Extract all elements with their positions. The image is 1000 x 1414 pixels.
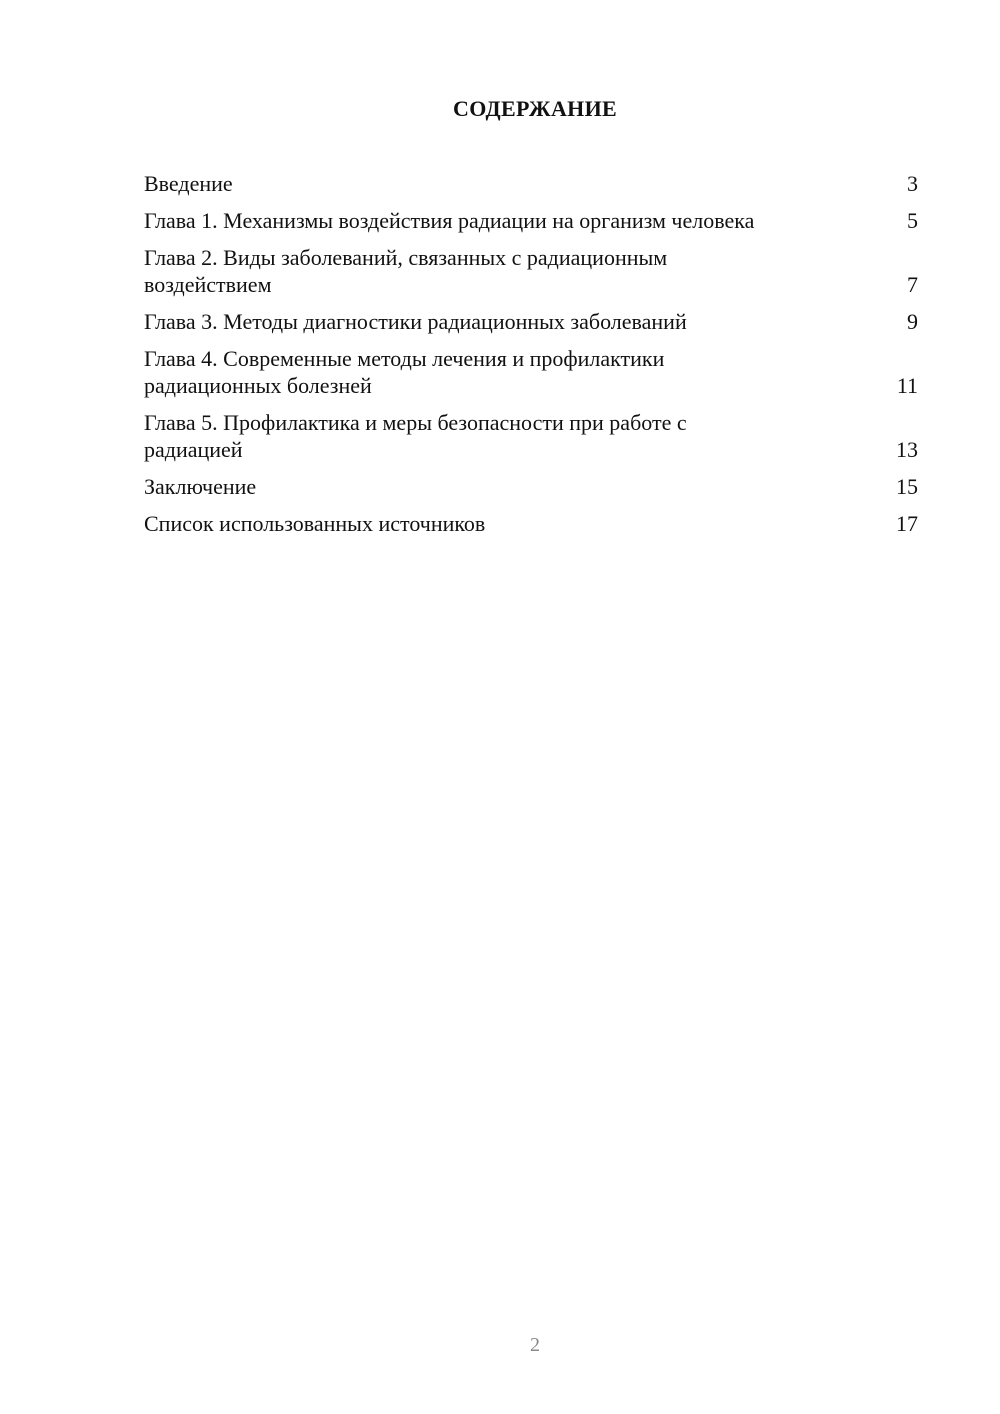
toc-entry-text: Глава 1. Механизмы воздействия радиации на организм человека [144,208,755,233]
table-of-contents [144,170,918,547]
toc-entry-conclusion [144,473,918,500]
toc-entry-page: 3 [907,171,918,196]
toc-entry-text: Глава 4. Современные методы лечения и профилактики радиационных болезней [144,346,665,398]
toc-entry-page: 15 [896,474,918,499]
toc-entry-text: Глава 2. Виды заболеваний, связанных с радиационным воздействием [144,245,668,297]
toc-entry-chapter-4 [144,345,918,399]
toc-entry-text: Заключение [144,474,257,499]
page-number: 2 [530,1334,540,1356]
toc-entry-text: Глава 5. Профилактика и меры безопасности при работе с радиацией [144,410,687,462]
toc-entry-introduction [144,170,918,197]
toc-entry-chapter-5 [144,409,918,463]
toc-entry-text: Введение [144,171,233,196]
toc-entry-references [144,510,918,537]
toc-entry-page: 5 [907,208,918,233]
toc-entry-page: 11 [896,373,918,398]
toc-entry-chapter-1 [144,207,918,234]
toc-entry-page: 9 [907,309,918,334]
page-title: СОДЕРЖАНИЕ [453,96,617,121]
toc-entry-page: 13 [896,437,918,462]
toc-entry-chapter-2 [144,244,918,298]
toc-entry-page: 7 [907,272,918,297]
toc-entry-page: 17 [896,511,918,536]
toc-entry-text: Список использованных источников [144,511,486,536]
toc-entry-text: Глава 3. Методы диагностики радиационных заболеваний [144,309,687,334]
toc-entry-chapter-3 [144,308,918,335]
